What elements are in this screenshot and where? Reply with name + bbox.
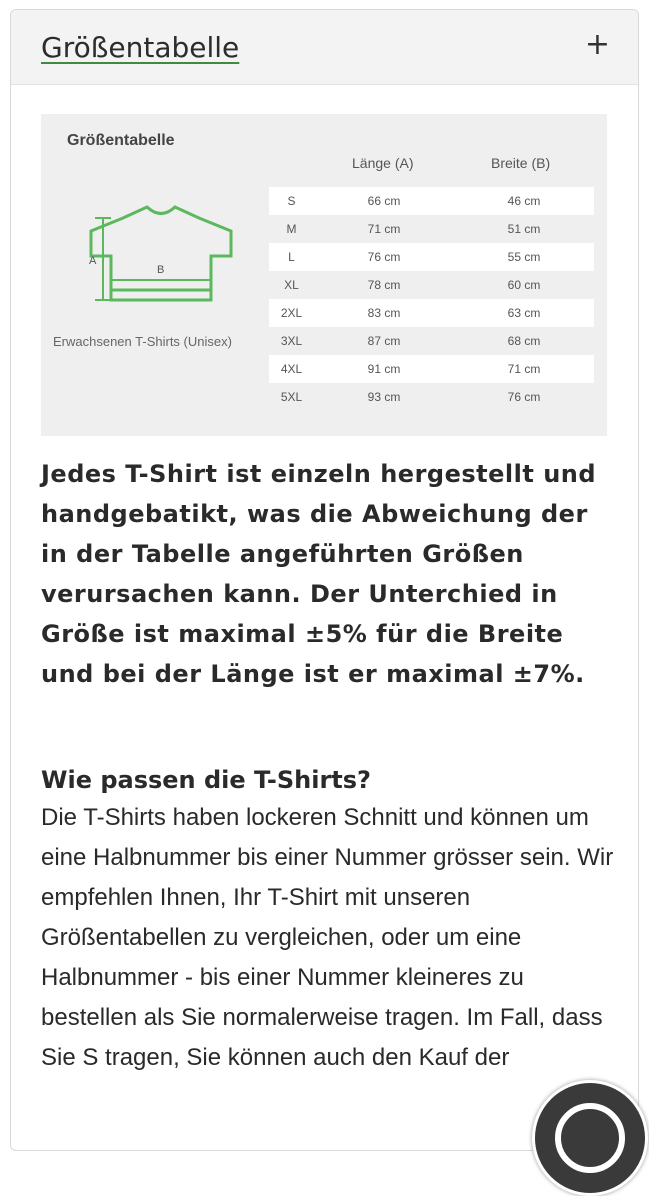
table-row: L 76 cm 55 cm xyxy=(269,243,594,271)
expand-toggle-icon[interactable]: + xyxy=(584,27,610,62)
size-table xyxy=(269,187,594,411)
table-row: 3XL 87 cm 68 cm xyxy=(280,334,541,348)
table-row: 5XL 93 cm 76 cm xyxy=(280,390,541,404)
table-row: XL 78 cm 60 cm xyxy=(284,278,541,292)
size-chart-title: Größentabelle xyxy=(67,132,175,149)
panel-title[interactable]: Größentabelle xyxy=(41,31,240,64)
column-header-length: Länge (A) xyxy=(352,155,414,171)
table-row: S 66 cm 46 cm xyxy=(269,187,594,215)
size-chart-image xyxy=(41,114,607,436)
chat-button[interactable] xyxy=(532,1080,648,1196)
panel-header[interactable] xyxy=(11,10,638,85)
label-a: A xyxy=(89,255,97,267)
fit-heading: Wie passen die T-Shirts? xyxy=(41,766,371,794)
fit-text: Die T-Shirts haben lockeren Schnitt und können um eine Halbnummer bis einer Nummer grösser sein. Wir empfehlen Ihnen, Ihr T-Shirt mit unseren Größentabellen zu vergleichen, oder um eine Halbnummer - bis einer Nummer kleineres zu bestellen als Sie normalerweise tragen. Im Fall, dass Sie S tragen, Sie können auch den Kauf der xyxy=(41,804,614,1071)
table-row: 4XL 91 cm 71 cm xyxy=(269,355,594,383)
description-text: Jedes T-Shirt ist einzeln hergestellt und handgebatikt, was die Abweichung der in der Tabelle angeführten Größen verursachen kann. Der Unterchied in Größe ist maximal ±5% für die Breite und bei der Länge ist er maximal ±7%. xyxy=(41,460,597,688)
table-row: M 71 cm 51 cm xyxy=(286,222,541,236)
column-header-width: Breite (B) xyxy=(491,155,551,171)
label-b: B xyxy=(157,264,165,276)
tshirt-diagram-icon xyxy=(81,194,241,324)
size-chart-panel xyxy=(10,9,639,1151)
chat-icon xyxy=(555,1103,625,1173)
shirt-caption: Erwachsenen T-Shirts (Unisex) xyxy=(53,334,232,349)
table-row: 2XL 83 cm 63 cm xyxy=(269,299,594,327)
